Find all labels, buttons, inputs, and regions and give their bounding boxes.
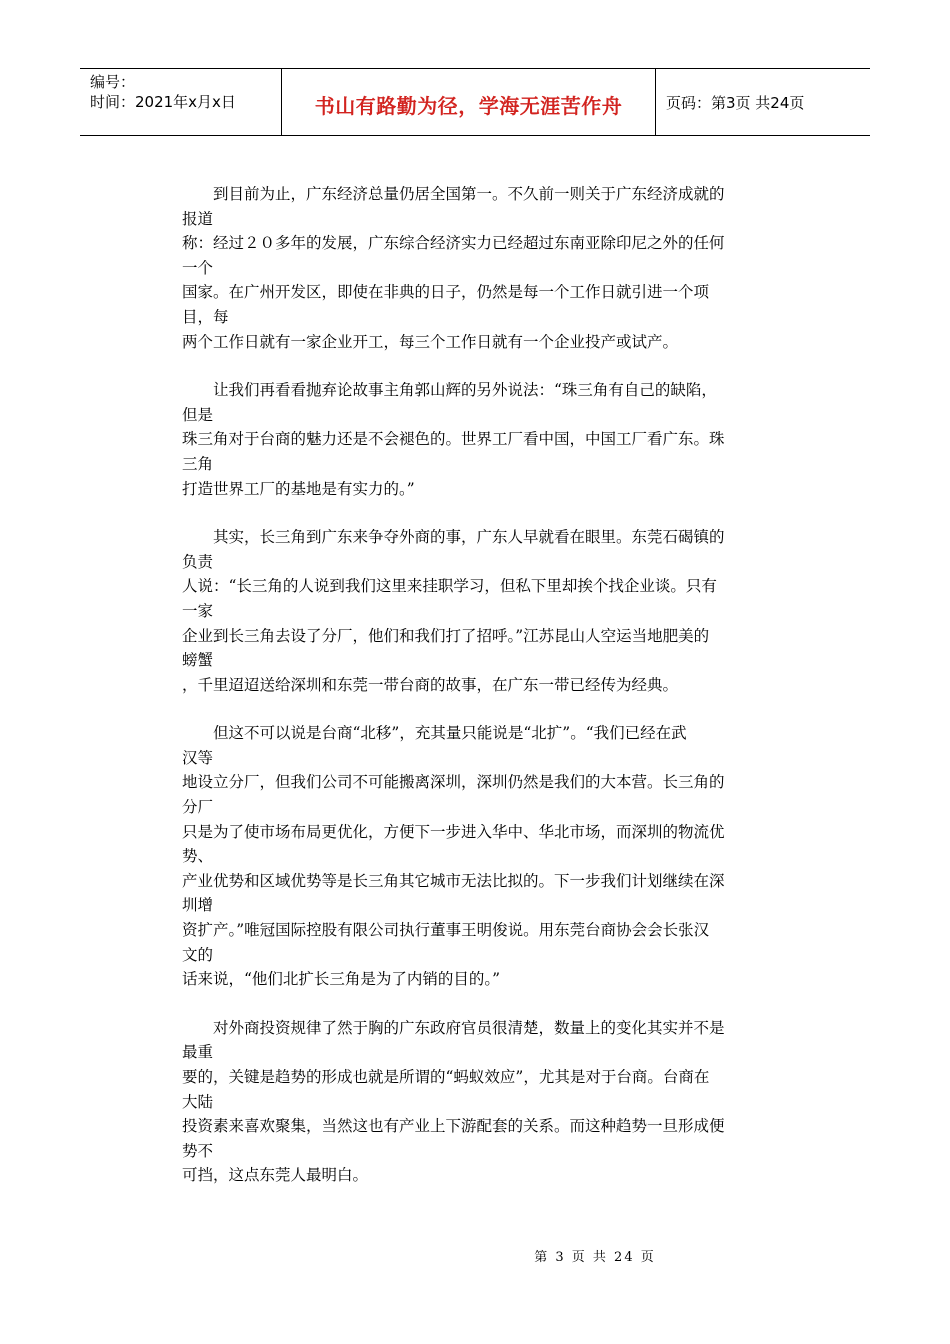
paragraph-line: 一家 bbox=[182, 601, 214, 620]
header-page-cell bbox=[656, 69, 870, 135]
paragraph-line: 分厂 bbox=[182, 798, 214, 817]
paragraph-line: 可挡，这点东莞人最明白。 bbox=[182, 1166, 369, 1185]
paragraph-line: 但这不可以说是台商“北移”，充其量只能说是“北扩”。“我们已经在武 bbox=[182, 724, 687, 743]
paragraph-line: 到目前为止，广东经济总量仍居全国第一。不久前一则关于广东经济成就的 bbox=[182, 185, 725, 203]
paragraph-line: 称：经过２０多年的发展，广东综合经济实力已经超过东南亚除印尼之外的任何 bbox=[182, 234, 725, 253]
paragraph-line: 一个 bbox=[182, 258, 214, 277]
paragraph-line: ，千里迢迢送给深圳和东莞一带台商的故事，在广东一带已经传为经典。 bbox=[182, 675, 679, 694]
paragraph-line: 三角 bbox=[182, 454, 214, 473]
paragraph-line: 人说：“长三角的人说到我们这里来挂职学习，但私下里却挨个找企业谈。只有 bbox=[182, 577, 717, 596]
header-motto-cell bbox=[282, 69, 656, 135]
paragraph bbox=[182, 182, 772, 354]
paragraph-line: 让我们再看看抛弃论故事主角郭山辉的另外说法：“珠三角有自己的缺陷， bbox=[182, 381, 717, 400]
paragraph-line: 投资素来喜欢聚集，当然这也有产业上下游配套的关系。而这种趋势一旦形成便 bbox=[182, 1117, 725, 1136]
paragraph-line: 两个工作日就有一家企业开工，每三个工作日就有一个企业投产或试产。 bbox=[182, 332, 679, 351]
paragraph-line: 势不 bbox=[182, 1141, 214, 1160]
paragraph-line: 目，每 bbox=[182, 307, 229, 326]
paragraph-line: 对外商投资规律了然于胸的广东政府官员很清楚，数量上的变化其实并不是 bbox=[182, 1018, 725, 1037]
footer-page-number: 第 3 页 共 24 页 bbox=[534, 1250, 656, 1265]
paragraph-line: 话来说，“他们北扩长三角是为了内销的目的。” bbox=[182, 970, 501, 989]
header-motto: 书山有路勤为径，学海无涯苦作舟 bbox=[314, 93, 623, 118]
paragraph bbox=[182, 721, 772, 992]
paragraph-line: 国家。在广州开发区，即使在非典的日子，仍然是每一个工作日就引进一个项 bbox=[182, 283, 710, 302]
paragraph-line: 大陆 bbox=[182, 1092, 214, 1111]
page-footer bbox=[0, 1246, 950, 1265]
paragraph-line: 珠三角对于台商的魅力还是不会褪色的。世界工厂看中国，中国工厂看广东。珠 bbox=[182, 430, 725, 449]
paragraph-line: 资扩产。”唯冠国际控股有限公司执行董事王明俊说。用东莞台商协会会长张汉 bbox=[182, 921, 710, 940]
paragraph-line: 势、 bbox=[182, 847, 214, 866]
paragraph-line: 汉等 bbox=[182, 748, 214, 767]
paragraph bbox=[182, 525, 772, 697]
paragraph bbox=[182, 378, 772, 501]
paragraph bbox=[182, 1016, 772, 1188]
paragraph-line: 最重 bbox=[182, 1043, 214, 1062]
date-label: 时间：2021年x月x日 bbox=[90, 93, 236, 111]
paragraph-line: 打造世界工厂的基地是有实力的。” bbox=[182, 479, 415, 498]
paragraph-line: 地设立分厂，但我们公司不可能搬离深圳，深圳仍然是我们的大本营。长三角的 bbox=[182, 773, 725, 792]
paragraph-line: 圳增 bbox=[182, 896, 214, 915]
document-header bbox=[80, 68, 870, 136]
paragraph-line: 文的 bbox=[182, 945, 214, 964]
paragraph-line: 其实，长三角到广东来争夺外商的事，广东人早就看在眼里。东莞石碣镇的 bbox=[182, 528, 725, 547]
paragraph-line: 螃蟹 bbox=[182, 651, 214, 670]
paragraph-line: 报道 bbox=[182, 209, 214, 228]
number-label: 编号： bbox=[90, 73, 136, 91]
paragraph-line: 企业到长三角去设了分厂，他们和我们打了招呼。”江苏昆山人空运当地肥美的 bbox=[182, 626, 710, 645]
paragraph-line: 只是为了使市场布局更优化，方便下一步进入华中、华北市场，而深圳的物流优 bbox=[182, 822, 725, 841]
header-page-info: 页码：第3页 共24页 bbox=[666, 93, 805, 112]
document-body bbox=[182, 182, 772, 1212]
paragraph-line: 但是 bbox=[182, 405, 214, 424]
paragraph-line: 要的，关键是趋势的形成也就是所谓的“蚂蚁效应”，尤其是对于台商。台商在 bbox=[182, 1068, 710, 1086]
paragraph-line: 负责 bbox=[182, 552, 214, 571]
header-meta-cell bbox=[80, 69, 282, 135]
paragraph-line: 产业优势和区域优势等是长三角其它城市无法比拟的。下一步我们计划继续在深 bbox=[182, 871, 725, 890]
